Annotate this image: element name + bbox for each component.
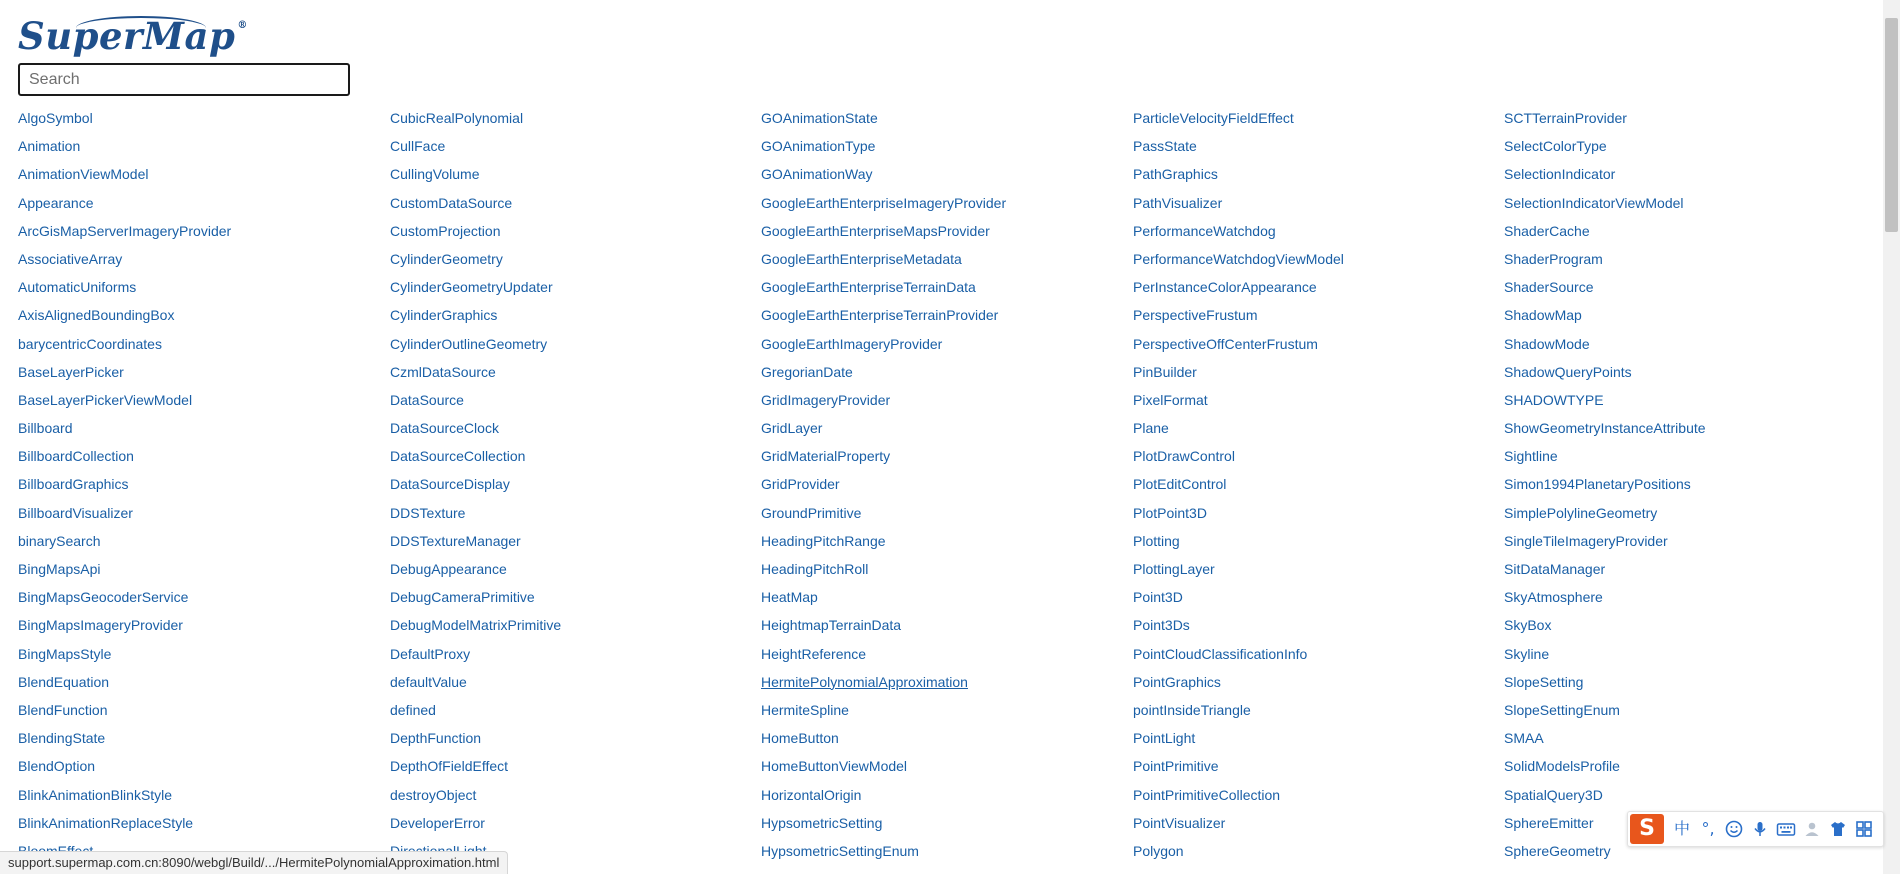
class-link[interactable]: DebugAppearance	[390, 561, 507, 577]
vertical-scrollbar[interactable]	[1883, 0, 1900, 874]
class-link[interactable]: Plotting	[1133, 532, 1180, 549]
class-link[interactable]: CylinderGeometryUpdater	[390, 279, 553, 296]
logo-text: SuperMap	[18, 14, 236, 58]
class-link[interactable]: SimplePolylineGeometry	[1504, 504, 1658, 521]
class-link[interactable]: AssociativeArray	[18, 250, 123, 267]
index-column-2	[390, 104, 561, 865]
class-link[interactable]: Sightline	[1504, 448, 1558, 465]
class-link[interactable]: GOAnimationState	[761, 110, 878, 126]
class-link[interactable]: DeveloperError	[390, 814, 485, 831]
class-link[interactable]: GridMaterialProperty	[761, 448, 891, 465]
emoji-icon[interactable]	[1723, 818, 1745, 840]
class-link[interactable]: SelectionIndicator	[1504, 166, 1616, 183]
class-link[interactable]: CzmlDataSource	[390, 363, 496, 380]
class-link[interactable]: SlopeSettingEnum	[1504, 701, 1620, 718]
class-link[interactable]: PerspectiveFrustum	[1133, 307, 1258, 324]
class-link[interactable]: HeightReference	[761, 645, 867, 662]
class-link[interactable]: PointCloudClassificationInfo	[1133, 645, 1308, 662]
scrollbar-thumb[interactable]	[1885, 18, 1898, 232]
class-link[interactable]: PointVisualizer	[1133, 814, 1226, 831]
class-link[interactable]: BillboardGraphics	[18, 476, 129, 493]
class-link[interactable]: CylinderOutlineGeometry	[390, 335, 548, 352]
class-link[interactable]: HomeButton	[761, 730, 839, 747]
class-link[interactable]: PassState	[1133, 138, 1197, 155]
class-link[interactable]: GridLayer	[761, 420, 823, 437]
index-column-5	[1504, 104, 1706, 865]
class-link[interactable]: DataSourceDisplay	[390, 476, 510, 493]
class-link[interactable]: DDSTextureManager	[390, 532, 521, 549]
class-link[interactable]: CylinderGeometry	[390, 250, 503, 267]
class-link[interactable]: HeightmapTerrainData	[761, 617, 902, 634]
class-link[interactable]: SelectColorType	[1504, 138, 1607, 155]
class-link[interactable]: ShaderCache	[1504, 222, 1590, 239]
class-link[interactable]: BaseLayerPicker	[18, 363, 124, 380]
index-column-3	[761, 104, 1006, 865]
class-link[interactable]: PerInstanceColorAppearance	[1133, 279, 1317, 296]
class-link[interactable]: GoogleEarthImageryProvider	[761, 335, 943, 352]
class-link[interactable]: PlottingLayer	[1133, 561, 1215, 577]
class-link[interactable]: PinBuilder	[1133, 363, 1197, 380]
search-input[interactable]	[18, 63, 350, 96]
class-link[interactable]: SphereEmitter	[1504, 814, 1594, 831]
sogou-logo-icon[interactable]: S	[1630, 814, 1664, 844]
class-link[interactable]: DataSourceClock	[390, 420, 499, 437]
class-link[interactable]: PixelFormat	[1133, 391, 1208, 408]
class-link[interactable]: DefaultProxy	[390, 645, 471, 662]
class-link[interactable]: PerformanceWatchdogViewModel	[1133, 250, 1344, 267]
class-link[interactable]: BlendingState	[18, 730, 106, 747]
class-link[interactable]: Skyline	[1504, 645, 1550, 662]
class-link[interactable]: Appearance	[18, 194, 94, 211]
class-link[interactable]: PointPrimitive	[1133, 758, 1219, 775]
class-link[interactable]: defaultValue	[390, 673, 467, 690]
class-link[interactable]: ShaderSource	[1504, 279, 1594, 296]
class-link[interactable]: GoogleEarthEnterpriseMapsProvider	[761, 222, 990, 239]
class-link[interactable]: BingMapsImageryProvider	[18, 617, 183, 634]
class-link[interactable]: CustomProjection	[390, 222, 501, 239]
class-link[interactable]: SlopeSetting	[1504, 673, 1584, 690]
chinese-mode-toggle[interactable]: 中	[1673, 819, 1690, 838]
class-link[interactable]: CullingVolume	[390, 166, 480, 183]
class-link[interactable]: Animation	[18, 138, 81, 155]
class-link[interactable]: GoogleEarthEnterpriseTerrainProvider	[761, 307, 999, 324]
class-link[interactable]: destroyObject	[390, 786, 477, 803]
class-link[interactable]: BaseLayerPickerViewModel	[18, 391, 193, 408]
class-link[interactable]: HomeButtonViewModel	[761, 758, 908, 775]
class-link[interactable]: GoogleEarthEnterpriseMetadata	[761, 250, 962, 267]
supermap-logo[interactable]	[18, 14, 248, 58]
class-link[interactable]: PlotEditControl	[1133, 476, 1227, 493]
class-link[interactable]: AnimationViewModel	[18, 166, 149, 183]
class-link[interactable]: GOAnimationWay	[761, 166, 873, 183]
class-link[interactable]: PathGraphics	[1133, 166, 1218, 183]
class-link[interactable]: barycentricCoordinates	[18, 335, 162, 352]
class-link[interactable]: HermitePolynomialApproximation	[761, 673, 968, 690]
class-link[interactable]: CullFace	[390, 138, 446, 155]
class-link[interactable]: GridProvider	[761, 476, 840, 493]
class-link[interactable]: PointGraphics	[1133, 673, 1221, 690]
class-link[interactable]: BlendOption	[18, 758, 96, 775]
class-link[interactable]: Plane	[1133, 420, 1169, 437]
class-link[interactable]: DataSource	[390, 391, 464, 408]
class-link[interactable]: binarySearch	[18, 532, 101, 549]
class-link[interactable]: PlotPoint3D	[1133, 504, 1207, 521]
class-link[interactable]: PlotDrawControl	[1133, 448, 1235, 465]
class-link[interactable]: Simon1994PlanetaryPositions	[1504, 476, 1691, 493]
class-link[interactable]: SitDataManager	[1504, 561, 1606, 577]
keyboard-icon[interactable]	[1775, 818, 1797, 840]
class-link[interactable]: HermiteSpline	[761, 701, 849, 718]
class-link[interactable]: HypsometricSetting	[761, 814, 883, 831]
class-link[interactable]: SMAA	[1504, 730, 1544, 747]
class-link[interactable]: ArcGisMapServerImageryProvider	[18, 222, 232, 239]
class-link[interactable]: DepthOfFieldEffect	[390, 758, 509, 775]
class-link[interactable]: HeatMap	[761, 589, 818, 606]
class-link[interactable]: PerformanceWatchdog	[1133, 222, 1276, 239]
class-link[interactable]: SCTTerrainProvider	[1504, 110, 1627, 126]
punctuation-toggle[interactable]: °,	[1701, 819, 1715, 838]
class-link[interactable]: HypsometricSettingEnum	[761, 842, 919, 859]
toolbox-icon[interactable]	[1853, 818, 1875, 840]
class-link[interactable]: PointLight	[1133, 730, 1196, 747]
class-link[interactable]: ShaderProgram	[1504, 250, 1603, 267]
class-link[interactable]: ShadowMap	[1504, 307, 1582, 324]
class-link[interactable]: SelectionIndicatorViewModel	[1504, 194, 1684, 211]
class-link[interactable]: PathVisualizer	[1133, 194, 1223, 211]
class-link[interactable]: BingMapsApi	[18, 561, 101, 577]
class-link[interactable]: GridImageryProvider	[761, 391, 891, 408]
class-link[interactable]: ShowGeometryInstanceAttribute	[1504, 420, 1706, 437]
class-link[interactable]: SphereGeometry	[1504, 842, 1611, 859]
class-link[interactable]: BingMapsGeocoderService	[18, 589, 189, 606]
class-link[interactable]: SHADOWTYPE	[1504, 391, 1604, 408]
class-link[interactable]: GOAnimationType	[761, 138, 876, 155]
skin-icon[interactable]	[1827, 818, 1849, 840]
class-link[interactable]: AutomaticUniforms	[18, 279, 137, 296]
class-link[interactable]: DebugModelMatrixPrimitive	[390, 617, 562, 634]
class-link[interactable]: PointPrimitiveCollection	[1133, 786, 1281, 803]
class-link[interactable]: BlendFunction	[18, 701, 108, 718]
class-link[interactable]: pointInsideTriangle	[1133, 701, 1251, 718]
class-link[interactable]: Polygon	[1133, 842, 1184, 859]
class-link[interactable]: GregorianDate	[761, 363, 853, 380]
class-link[interactable]: AlgoSymbol	[18, 110, 93, 126]
class-link[interactable]: GoogleEarthEnterpriseTerrainData	[761, 279, 976, 296]
class-link[interactable]: SpatialQuery3D	[1504, 786, 1603, 803]
class-link[interactable]: GroundPrimitive	[761, 504, 862, 521]
class-link[interactable]: DDSTexture	[390, 504, 466, 521]
ime-toolbar	[1627, 811, 1884, 847]
link-status-bar: support.supermap.com.cn:8090/webgl/Build/.../HermitePolynomialApproximation.html	[0, 851, 508, 874]
class-link[interactable]: BlinkAnimationReplaceStyle	[18, 814, 194, 831]
registered-mark: ®	[237, 20, 248, 31]
class-link[interactable]: DepthFunction	[390, 730, 482, 747]
voice-icon[interactable]	[1749, 818, 1771, 840]
class-link[interactable]: AxisAlignedBoundingBox	[18, 307, 175, 324]
class-link[interactable]: Billboard	[18, 420, 73, 437]
class-link[interactable]: DataSourceCollection	[390, 448, 526, 465]
class-link[interactable]: PerspectiveOffCenterFrustum	[1133, 335, 1318, 352]
class-link[interactable]: SkyBox	[1504, 617, 1552, 634]
class-link[interactable]: HeadingPitchRoll	[761, 561, 869, 577]
class-link[interactable]: HorizontalOrigin	[761, 786, 862, 803]
class-link[interactable]: BingMapsStyle	[18, 645, 112, 662]
class-link[interactable]: BlendEquation	[18, 673, 110, 690]
class-link[interactable]: ParticleVelocityFieldEffect	[1133, 110, 1294, 126]
class-link[interactable]: defined	[390, 701, 436, 718]
class-link[interactable]: BillboardCollection	[18, 448, 134, 465]
class-link[interactable]: SkyAtmosphere	[1504, 589, 1603, 606]
class-link[interactable]: BlinkAnimationBlinkStyle	[18, 786, 173, 803]
class-link[interactable]: HeadingPitchRange	[761, 532, 886, 549]
class-link[interactable]: CubicRealPolynomial	[390, 110, 524, 126]
class-link[interactable]: SolidModelsProfile	[1504, 758, 1620, 775]
class-link[interactable]: ShadowQueryPoints	[1504, 363, 1632, 380]
class-link[interactable]: Point3D	[1133, 589, 1183, 606]
index-column-1	[18, 104, 231, 865]
index-column-4	[1133, 104, 1344, 865]
class-link[interactable]: DebugCameraPrimitive	[390, 589, 535, 606]
class-link[interactable]: BillboardVisualizer	[18, 504, 133, 521]
user-icon[interactable]	[1801, 818, 1823, 840]
class-link[interactable]: Point3Ds	[1133, 617, 1190, 634]
class-link[interactable]: ShadowMode	[1504, 335, 1590, 352]
class-link[interactable]: GoogleEarthEnterpriseImageryProvider	[761, 194, 1007, 211]
class-link[interactable]: CylinderGraphics	[390, 307, 498, 324]
class-link[interactable]: SingleTileImageryProvider	[1504, 532, 1668, 549]
class-link[interactable]: CustomDataSource	[390, 194, 513, 211]
